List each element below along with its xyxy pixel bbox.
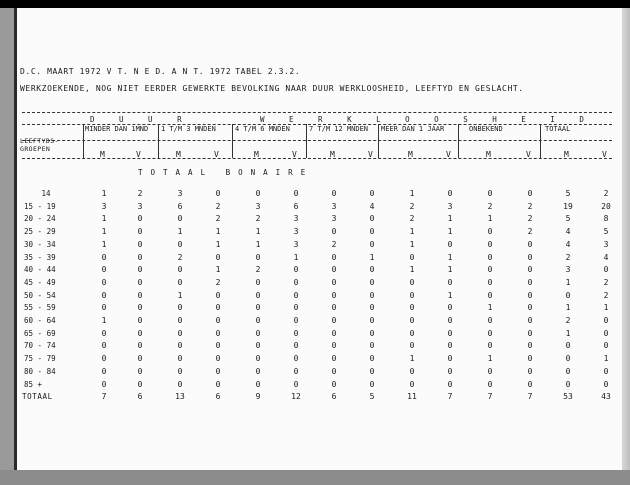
table-cell: 1 [101, 227, 107, 237]
table-cell: 0 [137, 303, 143, 313]
table-cell: 2 [603, 290, 609, 300]
table-cell: 0 [293, 366, 299, 376]
table-cell: 1 [565, 277, 571, 287]
sex-label: V [526, 150, 531, 159]
sex-label: M [100, 150, 105, 159]
age-group-label: 45 - 49 [24, 277, 56, 287]
table-cell: 0 [487, 227, 493, 237]
table-cell: 0 [487, 189, 493, 198]
sex-label: V [602, 150, 607, 159]
table-cell: 0 [293, 277, 299, 287]
table-cell: 0 [293, 379, 299, 389]
total-cell: 53 [563, 392, 573, 401]
table-cell: 2 [527, 227, 533, 237]
sex-label: M [330, 150, 335, 159]
table-cell: 3 [447, 201, 453, 211]
table-cell: 3 [331, 214, 337, 224]
column-separator [378, 124, 379, 158]
total-cell: 9 [255, 392, 261, 401]
table-cell: 2 [331, 239, 337, 249]
table-cell: 0 [447, 277, 453, 287]
table-cell: 0 [369, 277, 375, 287]
table-cell: 0 [447, 239, 453, 249]
age-group-label: 40 - 44 [24, 265, 56, 275]
table-cell: 0 [331, 227, 337, 237]
table-cell: 3 [293, 214, 299, 224]
total-cell: 6 [215, 392, 221, 401]
age-group-label: 70 - 74 [24, 341, 56, 351]
table-cell: 0 [215, 290, 221, 300]
table-cell: 0 [293, 316, 299, 325]
rule-sex [22, 158, 612, 159]
table-cell: 1 [409, 227, 415, 237]
table-cell: 0 [487, 239, 493, 249]
column-separator [232, 124, 233, 158]
age-group-label: 55 - 59 [24, 303, 56, 313]
table-cell: 0 [137, 214, 143, 224]
table-cell: 0 [487, 366, 493, 376]
age-group-label: 80 - 84 [24, 366, 56, 376]
column-header-gt1jaar: MEER DAN 1 JAAR [381, 125, 445, 133]
table-cell: 1 [565, 303, 571, 313]
table-cell: 0 [215, 189, 221, 198]
table-cell: 0 [101, 366, 107, 376]
table-cell: 0 [487, 328, 493, 338]
table-cell: 1 [447, 265, 453, 275]
total-cell: 12 [291, 392, 301, 401]
total-cell: 7 [487, 392, 493, 401]
table-cell: 6 [177, 201, 183, 211]
table-cell: 0 [527, 303, 533, 313]
table-cell: 0 [255, 354, 261, 364]
table-cell: 0 [101, 354, 107, 364]
table-cell: 0 [177, 354, 183, 364]
table-cell: 0 [331, 252, 337, 262]
table-cell: 0 [527, 239, 533, 249]
table-cell: 1 [177, 290, 183, 300]
table-cell: 0 [177, 265, 183, 275]
table-cell: 0 [369, 379, 375, 389]
table-cell: 0 [369, 189, 375, 198]
table-cell: 2 [603, 277, 609, 287]
sex-label: V [292, 150, 297, 159]
table-cell: 0 [101, 303, 107, 313]
table-cell: 3 [101, 201, 107, 211]
column-header-4-6mnd: 4 T/M 6 MNDEN [235, 125, 290, 133]
column-separator [540, 124, 541, 158]
table-cell: 0 [331, 354, 337, 364]
sex-label: M [564, 150, 569, 159]
table-cell: 2 [215, 277, 221, 287]
table-cell: 0 [255, 303, 261, 313]
table-cell: 0 [565, 290, 571, 300]
table-cell: 2 [409, 214, 415, 224]
table-cell: 0 [101, 252, 107, 262]
table-cell: 1 [101, 214, 107, 224]
column-separator [83, 124, 84, 158]
table-cell: 0 [215, 303, 221, 313]
group-header-unemployment: W E R K L O O S H E I D [260, 115, 594, 124]
column-header-totaal: TOTAAL [545, 125, 571, 133]
table-cell: 1 [215, 227, 221, 237]
table-cell: 1 [409, 239, 415, 249]
table-cell: 1 [603, 354, 609, 364]
table-cell: 2 [527, 201, 533, 211]
total-row-label: TOTAAL [22, 392, 53, 401]
table-cell: 0 [409, 379, 415, 389]
total-cell: 7 [527, 392, 533, 401]
table-cell: 0 [137, 265, 143, 275]
table-cell: 0 [369, 341, 375, 351]
table-cell: 2 [527, 214, 533, 224]
table-cell: 0 [447, 316, 453, 325]
table-cell: 1 [487, 214, 493, 224]
table-cell: 2 [565, 252, 571, 262]
table-cell: 0 [487, 252, 493, 262]
table-cell: 0 [255, 316, 261, 325]
table-cell: 0 [447, 303, 453, 313]
table-cell: 0 [369, 227, 375, 237]
table-cell: 5 [603, 227, 609, 237]
table-cell: 0 [603, 366, 609, 376]
table-cell: 1 [101, 189, 107, 198]
table-cell: 0 [137, 277, 143, 287]
age-group-label: 30 - 34 [24, 239, 56, 249]
region-label: TOTAAL BONAIRE [138, 168, 314, 177]
total-cell: 7 [101, 392, 107, 401]
table-cell: 0 [101, 277, 107, 287]
sex-label: V [214, 150, 219, 159]
table-cell: 0 [527, 354, 533, 364]
column-header-lt1mnd: MINDER DAN 1MND [85, 125, 149, 133]
table-cell: 1 [255, 239, 261, 249]
age-group-label: 15 - 19 [24, 201, 56, 211]
table-cell: 0 [293, 290, 299, 300]
sex-label: M [408, 150, 413, 159]
table-cell: 2 [409, 201, 415, 211]
source-line: D.C. MAART 1972 V T. N E D. A N T. 1972 [20, 67, 232, 76]
table-cell: 0 [137, 379, 143, 389]
table-cell: 2 [255, 214, 261, 224]
bottom-band [0, 470, 630, 485]
table-cell: 0 [101, 379, 107, 389]
table-cell: 0 [487, 290, 493, 300]
table-cell: 3 [293, 227, 299, 237]
table-title: WERKZOEKENDE, NOG NIET EERDER GEWERKTE BEVOLKING NAAR DUUR WERKLOOSHEID, LEEFTYD EN GESLACHT. [20, 84, 524, 93]
table-cell: 0 [603, 341, 609, 351]
table-cell: 0 [331, 277, 337, 287]
table-cell: 1 [369, 252, 375, 262]
table-cell: 6 [293, 201, 299, 211]
top-black-bar [0, 0, 630, 8]
document-header-line1 [20, 67, 300, 76]
table-cell: 0 [603, 379, 609, 389]
column-header-7-12mnd: 7 T/M 12 MNDEN [309, 125, 369, 133]
table-cell: 0 [447, 341, 453, 351]
table-cell: 0 [255, 252, 261, 262]
table-cell: 0 [137, 316, 143, 325]
table-cell: 0 [215, 379, 221, 389]
table-cell: 0 [447, 189, 453, 198]
table-cell: 0 [137, 252, 143, 262]
table-cell: 1 [101, 239, 107, 249]
table-cell: 0 [331, 379, 337, 389]
table-cell: 0 [369, 239, 375, 249]
table-cell: 0 [255, 341, 261, 351]
table-cell: 0 [409, 341, 415, 351]
table-cell: 20 [601, 201, 611, 211]
age-group-label: 14 [41, 189, 51, 198]
table-cell: 0 [177, 341, 183, 351]
table-cell: 0 [409, 328, 415, 338]
table-cell: 3 [137, 201, 143, 211]
table-cell: 0 [565, 379, 571, 389]
column-separator [158, 124, 159, 158]
table-cell: 0 [331, 316, 337, 325]
table-cell: 0 [137, 239, 143, 249]
table-cell: 0 [177, 316, 183, 325]
table-cell: 0 [137, 227, 143, 237]
table-cell: 1 [409, 354, 415, 364]
age-group-label: 35 - 39 [24, 252, 56, 262]
table-cell: 0 [565, 354, 571, 364]
sex-label: M [254, 150, 259, 159]
table-cell: 0 [527, 316, 533, 325]
column-separator [458, 124, 459, 158]
table-cell: 1 [447, 252, 453, 262]
total-cell: 7 [447, 392, 453, 401]
table-cell: 4 [565, 227, 571, 237]
table-cell: 4 [603, 252, 609, 262]
table-cell: 2 [137, 189, 143, 198]
table-cell: 0 [603, 265, 609, 275]
table-cell: 1 [487, 354, 493, 364]
table-cell: 0 [293, 189, 299, 198]
table-cell: 1 [565, 328, 571, 338]
table-cell: 8 [603, 214, 609, 224]
table-cell: 0 [565, 341, 571, 351]
table-cell: 3 [565, 265, 571, 275]
total-cell: 43 [601, 392, 611, 401]
table-cell: 0 [255, 290, 261, 300]
table-cell: 0 [331, 189, 337, 198]
table-cell: 0 [255, 366, 261, 376]
table-cell: 0 [409, 316, 415, 325]
total-cell: 13 [175, 392, 185, 401]
table-cell: 2 [603, 189, 609, 198]
table-cell: 0 [293, 303, 299, 313]
age-group-label: 65 - 69 [24, 328, 56, 338]
table-cell: 2 [255, 265, 261, 275]
table-cell: 1 [177, 227, 183, 237]
table-cell: 0 [369, 303, 375, 313]
table-cell: 0 [527, 379, 533, 389]
table-cell: 0 [369, 354, 375, 364]
table-cell: 0 [447, 354, 453, 364]
total-cell: 5 [369, 392, 375, 401]
table-cell: 3 [177, 189, 183, 198]
table-cell: 0 [369, 214, 375, 224]
table-cell: 0 [603, 316, 609, 325]
table-cell: 0 [527, 328, 533, 338]
table-cell: 0 [255, 277, 261, 287]
table-cell: 0 [215, 366, 221, 376]
table-cell: 1 [255, 227, 261, 237]
page-edge [622, 8, 630, 470]
table-cell: 2 [177, 252, 183, 262]
table-cell: 0 [369, 328, 375, 338]
table-cell: 4 [369, 201, 375, 211]
table-cell: 1 [215, 265, 221, 275]
table-cell: 5 [565, 214, 571, 224]
table-cell: 0 [177, 328, 183, 338]
table-cell: 0 [447, 379, 453, 389]
table-cell: 0 [527, 277, 533, 287]
table-cell: 0 [215, 354, 221, 364]
table-cell: 0 [255, 379, 261, 389]
table-cell: 0 [177, 277, 183, 287]
table-cell: 2 [215, 201, 221, 211]
table-cell: 0 [215, 316, 221, 325]
age-group-label: 60 - 64 [24, 316, 56, 325]
sex-label: V [136, 150, 141, 159]
table-cell: 0 [409, 252, 415, 262]
table-cell: 1 [447, 290, 453, 300]
table-cell: 0 [487, 265, 493, 275]
table-cell: 1 [447, 214, 453, 224]
table-cell: 1 [101, 316, 107, 325]
table-cell: 0 [255, 328, 261, 338]
sex-label: V [446, 150, 451, 159]
total-cell: 6 [331, 392, 337, 401]
table-cell: 0 [137, 354, 143, 364]
table-cell: 1 [409, 189, 415, 198]
table-cell: 0 [409, 366, 415, 376]
table-cell: 0 [331, 303, 337, 313]
table-cell: 0 [487, 316, 493, 325]
column-header-1-3mnd: 1 T/M 3 MNDEN [161, 125, 216, 133]
table-cell: 0 [409, 290, 415, 300]
table-cell: 3 [331, 201, 337, 211]
table-cell: 2 [565, 316, 571, 325]
column-header-onbekend: ONBEKEND [469, 125, 503, 133]
table-cell: 0 [565, 366, 571, 376]
table-cell: 0 [447, 328, 453, 338]
table-cell: 0 [527, 189, 533, 198]
table-cell: 2 [487, 201, 493, 211]
table-cell: 0 [369, 265, 375, 275]
total-cell: 6 [137, 392, 143, 401]
table-cell: 0 [369, 366, 375, 376]
table-cell: 2 [215, 214, 221, 224]
table-cell: 0 [177, 366, 183, 376]
rule-sub [22, 140, 612, 141]
sex-label: M [486, 150, 491, 159]
table-cell: 4 [565, 239, 571, 249]
table-cell: 0 [331, 290, 337, 300]
age-group-label: 85 + [24, 379, 43, 389]
table-cell: 0 [331, 328, 337, 338]
table-cell: 3 [255, 201, 261, 211]
table-cell: 1 [487, 303, 493, 313]
sex-label: M [176, 150, 181, 159]
table-cell: 0 [487, 379, 493, 389]
age-group-label: 25 - 29 [24, 227, 56, 237]
table-cell: 0 [331, 265, 337, 275]
age-group-label: LEEFTYDS- GROEPEN [20, 137, 59, 153]
table-cell: 0 [331, 341, 337, 351]
table-cell: 0 [369, 316, 375, 325]
age-group-label: 50 - 54 [24, 290, 56, 300]
total-cell: 11 [407, 392, 417, 401]
table-number: TABEL 2.3.2. [235, 67, 301, 76]
table-cell: 0 [293, 341, 299, 351]
table-cell: 1 [447, 227, 453, 237]
table-cell: 0 [293, 265, 299, 275]
sex-label: V [368, 150, 373, 159]
table-cell: 0 [101, 328, 107, 338]
table-cell: 0 [369, 290, 375, 300]
table-cell: 0 [137, 290, 143, 300]
table-cell: 19 [563, 201, 573, 211]
table-cell: 0 [447, 366, 453, 376]
table-cell: 0 [177, 214, 183, 224]
table-cell: 1 [215, 239, 221, 249]
table-cell: 0 [527, 290, 533, 300]
table-cell: 3 [293, 239, 299, 249]
table-cell: 0 [137, 366, 143, 376]
table-cell: 0 [215, 252, 221, 262]
table-cell: 5 [565, 189, 571, 198]
table-cell: 3 [603, 239, 609, 249]
table-cell: 0 [409, 303, 415, 313]
table-cell: 0 [487, 277, 493, 287]
age-group-label: 75 - 79 [24, 354, 56, 364]
table-cell: 1 [293, 252, 299, 262]
table-cell: 1 [603, 303, 609, 313]
table-cell: 0 [101, 290, 107, 300]
table-cell: 0 [487, 341, 493, 351]
table-cell: 0 [255, 189, 261, 198]
table-cell: 0 [527, 265, 533, 275]
column-separator [306, 124, 307, 158]
table-cell: 0 [177, 239, 183, 249]
table-cell: 0 [409, 277, 415, 287]
table-cell: 0 [101, 265, 107, 275]
table-cell: 0 [215, 328, 221, 338]
table-cell: 0 [215, 341, 221, 351]
table-cell: 0 [137, 341, 143, 351]
age-group-label: 20 - 24 [24, 214, 56, 224]
table-cell: 0 [177, 303, 183, 313]
table-cell: 0 [527, 366, 533, 376]
table-cell: 0 [137, 328, 143, 338]
group-header-duration: D U U R [90, 115, 192, 124]
table-cell: 0 [293, 354, 299, 364]
table-cell: 0 [603, 328, 609, 338]
table-cell: 0 [177, 379, 183, 389]
table-cell: 1 [409, 265, 415, 275]
table-cell: 0 [331, 366, 337, 376]
table-cell: 0 [101, 341, 107, 351]
table-cell: 0 [527, 341, 533, 351]
table-cell: 0 [293, 328, 299, 338]
rule-top [22, 112, 612, 113]
table-cell: 0 [527, 252, 533, 262]
